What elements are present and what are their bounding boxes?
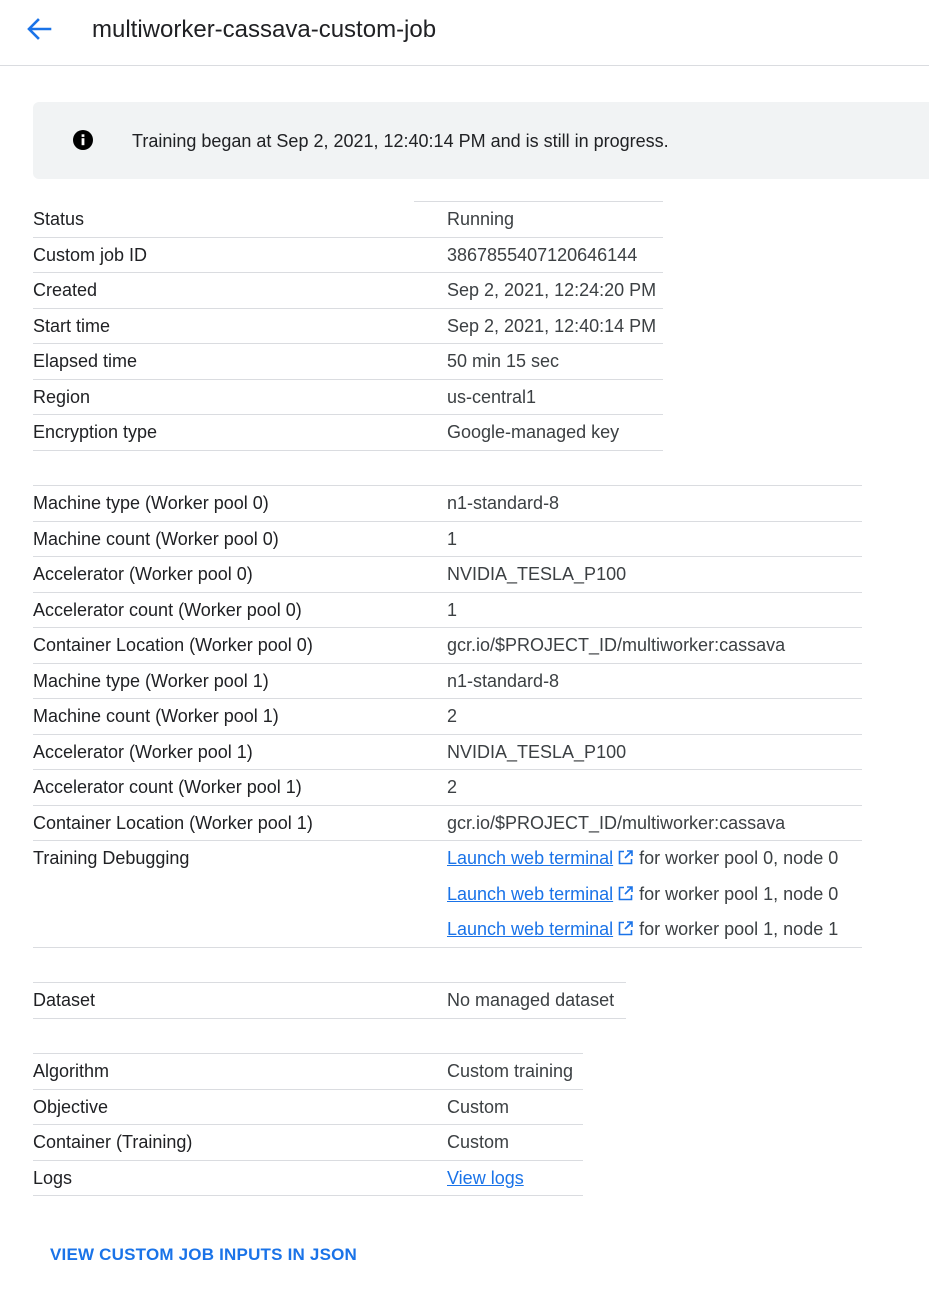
detail-value: Custom training (447, 1061, 574, 1081)
external-link-icon (617, 920, 634, 937)
arrow-left-icon (22, 12, 56, 46)
external-link-icon (617, 849, 634, 866)
region-value: us-central1 (447, 386, 537, 407)
detail-value: Custom (447, 1132, 510, 1152)
dataset-list (33, 982, 626, 1019)
detail-value: n1-standard-8 (447, 493, 560, 513)
detail-row (33, 486, 862, 522)
detail-label: Accelerator count (Worker pool 1) (33, 777, 302, 797)
detail-row (33, 522, 862, 558)
terminal-target: for worker pool 1, node 0 (639, 883, 839, 904)
detail-row-logs (33, 1161, 583, 1197)
detail-label: Training Debugging (33, 848, 190, 868)
detail-value: Custom (447, 1096, 510, 1117)
status-banner (33, 102, 929, 179)
banner-text: Training began at Sep 2, 2021, 12:40:14 PM and is still in progress. (132, 131, 669, 151)
detail-value: gcr.io/$PROJECT_ID/multiworker:cassava (447, 635, 786, 655)
detail-row-elapsed-time (33, 344, 663, 380)
algorithm-list (33, 1053, 583, 1196)
detail-label: Objective (33, 1096, 109, 1117)
job-summary-list (33, 202, 663, 451)
detail-value: gcr.io/$PROJECT_ID/multiworker:cassava (447, 812, 786, 833)
page-title: multiworker-cassava-custom-job (92, 16, 437, 43)
start-time-value: Sep 2, 2021, 12:40:14 PM (447, 315, 657, 336)
detail-label: Custom job ID (33, 244, 148, 265)
detail-label: Encryption type (33, 422, 158, 442)
detail-label: Start time (33, 315, 111, 336)
job-id-value: 3867855407120646144 (447, 244, 638, 265)
elapsed-time-value: 50 min 15 sec (447, 351, 560, 371)
detail-row-created (33, 273, 663, 309)
detail-label: Machine type (Worker pool 1) (33, 670, 269, 691)
detail-row-objective (33, 1090, 583, 1126)
worker-pools-list (33, 485, 862, 948)
external-link-icon (617, 885, 634, 902)
detail-row-region (33, 380, 663, 416)
back-button[interactable] (22, 12, 56, 46)
detail-row (33, 628, 862, 664)
dataset-value: No managed dataset (447, 990, 615, 1010)
detail-row (33, 593, 862, 629)
created-value: Sep 2, 2021, 12:24:20 PM (447, 280, 657, 300)
detail-row (33, 770, 862, 806)
page-header (0, 0, 929, 66)
detail-label: Accelerator (Worker pool 1) (33, 741, 253, 762)
detail-label: Machine count (Worker pool 1) (33, 706, 279, 726)
detail-label: Machine type (Worker pool 0) (33, 493, 269, 513)
terminal-target: for worker pool 0, node 0 (639, 848, 839, 868)
detail-value: 2 (447, 777, 458, 797)
detail-row-container (33, 1125, 583, 1161)
web-terminal-line (447, 877, 838, 913)
detail-row (33, 664, 862, 700)
detail-row (33, 806, 862, 842)
detail-label: Machine count (Worker pool 0) (33, 528, 279, 549)
detail-value: 2 (447, 706, 458, 726)
detail-row-training-debugging (33, 841, 862, 948)
detail-value: n1-standard-8 (447, 670, 560, 691)
detail-label: Elapsed time (33, 351, 138, 371)
detail-label: Algorithm (33, 1061, 110, 1081)
encryption-value: Google-managed key (447, 422, 620, 442)
detail-row-algorithm (33, 1054, 583, 1090)
detail-row-start-time (33, 309, 663, 345)
web-terminal-line (447, 912, 838, 948)
detail-value: 1 (447, 528, 458, 549)
detail-row-status (33, 202, 663, 238)
detail-row-dataset (33, 983, 626, 1019)
detail-value: NVIDIA_TESLA_P100 (447, 741, 627, 762)
detail-label: Container (Training) (33, 1132, 193, 1152)
detail-label: Logs (33, 1167, 73, 1188)
launch-web-terminal-link[interactable]: Launch web terminal (447, 848, 614, 868)
view-json-button[interactable]: VIEW CUSTOM JOB INPUTS IN JSON (50, 1245, 358, 1264)
detail-label: Container Location (Worker pool 1) (33, 812, 313, 833)
detail-value: NVIDIA_TESLA_P100 (447, 564, 627, 584)
detail-row (33, 699, 862, 735)
status-value: Running (447, 209, 515, 229)
detail-label: Dataset (33, 990, 96, 1010)
detail-label: Region (33, 386, 91, 407)
detail-label: Accelerator (Worker pool 0) (33, 564, 253, 584)
detail-label: Container Location (Worker pool 0) (33, 635, 313, 655)
info-icon (73, 130, 93, 150)
detail-row-encryption (33, 415, 663, 451)
web-terminal-line (447, 841, 838, 877)
detail-label: Created (33, 280, 98, 300)
terminal-target: for worker pool 1, node 1 (639, 919, 839, 939)
launch-web-terminal-link[interactable]: Launch web terminal (447, 883, 614, 904)
detail-value: 1 (447, 599, 458, 620)
detail-row (33, 557, 862, 593)
view-logs-link[interactable]: View logs (447, 1167, 524, 1188)
detail-row (33, 735, 862, 771)
launch-web-terminal-link[interactable]: Launch web terminal (447, 919, 614, 939)
detail-label: Accelerator count (Worker pool 0) (33, 599, 302, 620)
detail-row-job-id (33, 238, 663, 274)
detail-label: Status (33, 209, 85, 229)
